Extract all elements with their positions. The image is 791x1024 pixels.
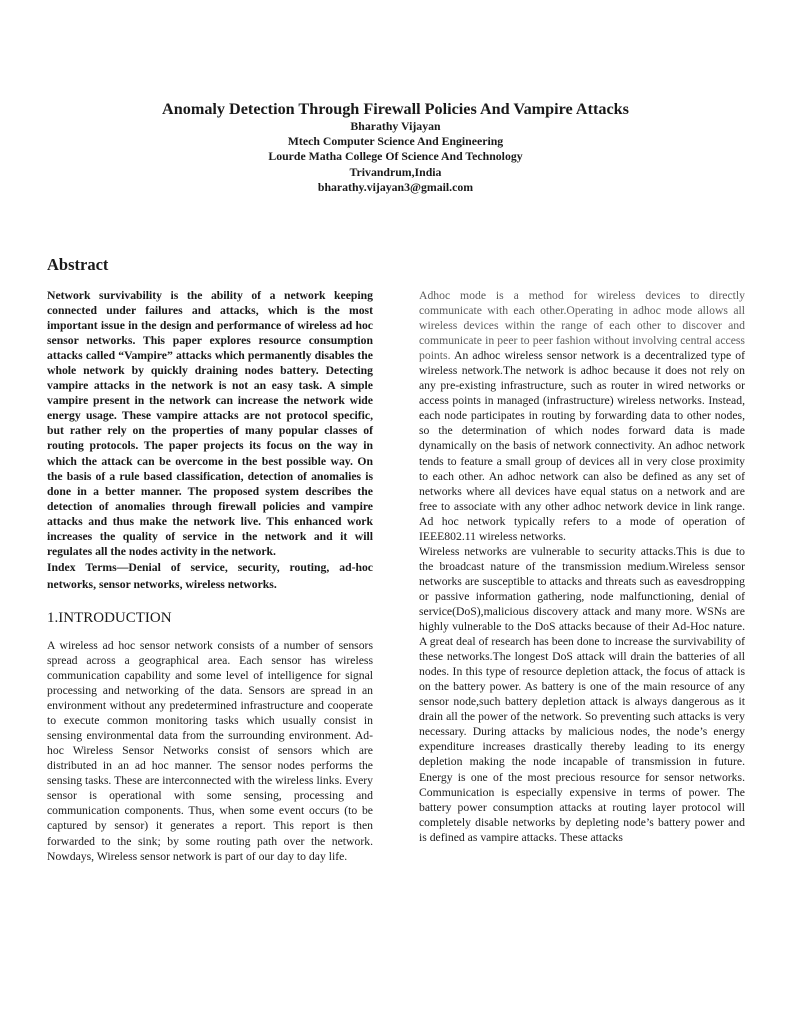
left-column	[47, 288, 373, 864]
author-college: Lourde Matha College Of Science And Technology	[268, 149, 523, 164]
author-location: Trivandrum,India	[349, 164, 442, 179]
author-name: Bharathy Vijayan	[350, 119, 441, 133]
right-column	[419, 288, 745, 845]
paper-header	[0, 100, 791, 195]
abstract-heading: Abstract	[47, 255, 109, 274]
right-paragraph-1	[419, 288, 745, 544]
adhoc-network-text: An adhoc wireless sensor network is a decentralized type of wireless network.The network is adhoc because it does not rely on any pre-existing infrastructure, such as router in wired networks or access points in managed (infrastructure) wireless networks. Instead, each node participates in routing by forwarding data to other nodes, so the determination of which nodes forward data is made dynamically on the basis of network connectivity. An adhoc network tends to feature a small group of devices all in very close proximity to each other. An adhoc network can also be defined as any set of networks where all devices have equal status on a network and are free to associate with any other adhoc network device in link range. Ad hoc network typically refers to a mode of operation of IEEE802.11 wireless networks.	[419, 349, 746, 543]
right-paragraph-2: Wireless networks are vulnerable to security attacks.This is due to the broadcast nature of the transmission medium.Wireless sensor networks are susceptible to attacks and threats such as eavesdropping or passive information gathering, node malfunctioning, denial of service(DoS),malicious discovery attack and many more. WSNs are highly vulnerable to the DoS attacks because of their Ad-Hoc nature. A great deal of research has been done to increase the survivability of these networks.The longest DoS attack will drain the batteries of all nodes. In this type of resource depletion attack, the focus of attack is on the battery power. As battery is one of the main resource of any sensor node,such battery depletion attack is always dangerous as it drain all the power of the network. So preventing such attacks is very necessary. During attacks by malicious nodes, the node’s energy expenditure increases drastically thereby leading to its energy depletion making the node incapable of transmission in future. Energy is one of the most precious resource for sensor networks. Communication is especially expensive in terms of power. The battery power consumption attacks at routing layer protocol will completely disable networks by depleting node’s battery power and is defined as vampire attacks. These attacks	[419, 544, 745, 844]
author-department: Mtech Computer Science And Engineering	[287, 134, 504, 149]
adhoc-mode-text: Adhoc mode is a method for wireless devices to directly communicate with each other.Operating in adhoc mode allows all wireless devices within the range of each other to discover and communicate in peer to peer fashion without involving central access points.	[419, 289, 745, 363]
author-email: bharathy.vijayan3@gmail.com	[317, 179, 474, 194]
paper-title: Anomaly Detection Through Firewall Policies And Vampire Attacks	[162, 100, 629, 118]
introduction-paragraph: A wireless ad hoc sensor network consists of a number of sensors spread across a geographical area. Each sensor has wireless communication capability and some level of intelligence for signal processing and networking of the data. Sensors are spread in an environment without any predetermined infrastructure and cooperate to execute common monitoring tasks which usually consist in sensing environmental data from the surrounding environment. Ad-hoc Wireless Sensor Networks consist of sensors which are distributed in an ad hoc manner. The sensor nodes performs the sensing tasks. These are interconnected with the wireless links. Every sensor is operational with some sensing, processing and communication components. Thus, when some event occurs (to be captured by sensor) it generates a report. This report is then forwarded to the sink; by some routing path over the network. Nowdays, Wireless sensor network is part of our day to day life.	[47, 638, 373, 863]
introduction-heading: 1.INTRODUCTION	[47, 609, 172, 626]
abstract-body: Network survivability is the ability of a network keeping connected under failures and attacks, which is the most important issue in the design and performance of wireless ad hoc sensor networks. This paper explores resource consumption attacks called “Vampire” attacks which permanently disables the whole network by quickly draining nodes battery. Detecting vampire attacks in the network is not an easy task. A simple vampire present in the network can increase the network wide energy usage. These vampire attacks are not protocol specific, but rather rely on the properties of many popular classes of routing protocols. The paper projects its focus on the way in which the attack can be overcome in the best possible way. On the basis of a rule based classification, detection of anomalies is done in a better manner. The proposed system describes the detection of anomalies through firewall policies and vampire attacks and thus make the network live. This enhanced work increases the quality of service in the network and it will regulates all the nodes activity in the network.	[47, 289, 373, 558]
index-terms: Index Terms—Denial of service, security, routing, ad-hoc networks, sensor networks, wireless networks.	[47, 560, 373, 591]
